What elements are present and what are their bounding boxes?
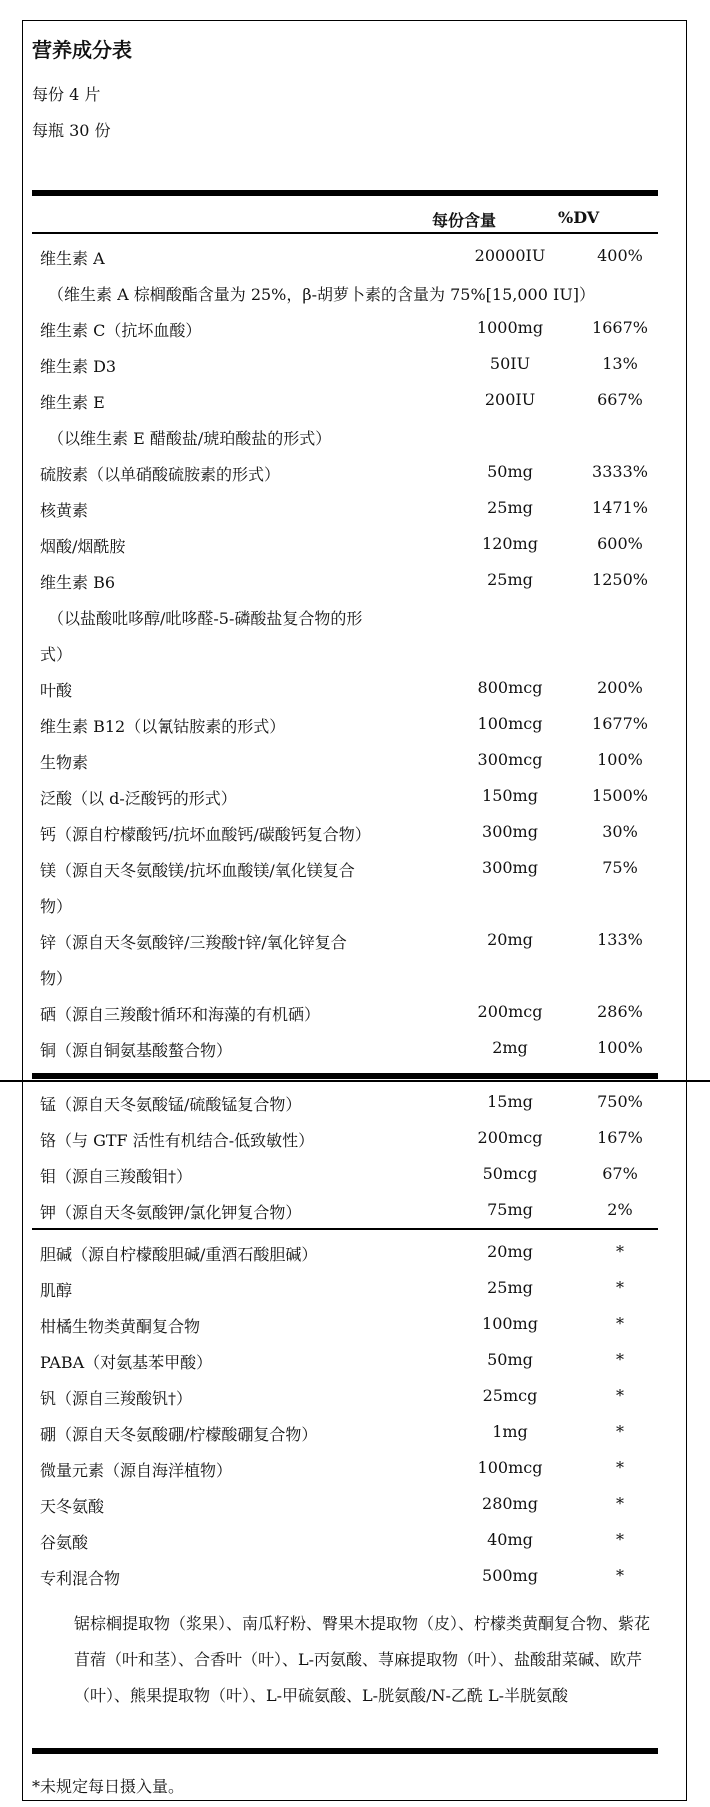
nutrient-amount: 1000mg: [476, 318, 544, 337]
nutrient-row: [40, 454, 660, 490]
nutrient-name: 锰（源自天冬氨酸锰/硫酸锰复合物）: [40, 1095, 302, 1114]
nutrient-row: [40, 886, 660, 922]
servings-per-container: 每瓶 30 份: [32, 121, 111, 140]
nutrient-amount: 100mcg: [477, 714, 543, 733]
section-rule: [32, 1073, 658, 1079]
nutrient-name: 烟酸/烟酰胺: [40, 537, 126, 556]
nutrient-amount: 100mg: [482, 1314, 538, 1333]
nutrient-row: [40, 1234, 660, 1270]
nutrient-amount: 280mg: [482, 1494, 538, 1513]
panel-title: 营养成分表: [32, 38, 132, 62]
nutrient-name: 硼（源自天冬氨酸硼/柠檬酸硼复合物）: [40, 1425, 318, 1444]
nutrient-row: [40, 1450, 660, 1486]
nutrient-dv: *: [616, 1494, 624, 1513]
nutrient-amount: 20mg: [487, 1242, 533, 1261]
nutrient-row: [40, 526, 660, 562]
nutrient-name: 天冬氨酸: [40, 1497, 105, 1516]
nutrient-name: 生物素: [40, 753, 89, 772]
nutrient-name: 维生素 B6: [40, 573, 116, 592]
nutrient-amount: 25mg: [487, 498, 533, 517]
nutrient-row: [40, 958, 660, 994]
nutrient-row: [48, 598, 668, 634]
nutrient-name: 钾（源自天冬氨酸钾/氯化钾复合物）: [40, 1203, 302, 1222]
nutrient-dv: 200%: [597, 678, 643, 697]
nutrient-row: [40, 1192, 660, 1228]
nutrient-name: 微量元素（源自海洋植物）: [40, 1461, 233, 1480]
nutrient-dv: *: [616, 1278, 624, 1297]
nutrient-row: [40, 778, 660, 814]
nutrient-name: PABA（对氨基苯甲酸）: [40, 1353, 213, 1372]
nutrient-row: [40, 1522, 660, 1558]
nutrient-name: 物）: [40, 969, 73, 988]
nutrient-amount: 100mcg: [477, 1458, 543, 1477]
nutrient-row: [40, 1306, 660, 1342]
nutrient-amount: 75mg: [487, 1200, 533, 1219]
nutrient-name: 硒（源自三羧酸†循环和海藻的有机硒）: [40, 1005, 321, 1024]
nutrient-dv: *: [616, 1530, 624, 1549]
nutrient-row: [40, 1030, 660, 1066]
nutrient-dv: *: [616, 1350, 624, 1369]
nutrient-amount: 50mg: [487, 1350, 533, 1369]
footer-rule: [32, 1748, 658, 1754]
nutrient-row: [40, 1342, 660, 1378]
nutrient-amount: 200mcg: [477, 1002, 543, 1021]
nutrient-dv: 667%: [597, 390, 643, 409]
nutrient-row: [40, 1558, 660, 1594]
nutrient-dv: 2%: [607, 1200, 633, 1219]
nutrient-dv: 400%: [597, 246, 643, 265]
nutrient-row: [40, 850, 660, 886]
nutrient-dv: 600%: [597, 534, 643, 553]
nutrient-name: 镁（源自天冬氨酸镁/抗坏血酸镁/氧化镁复合: [40, 861, 355, 880]
nutrient-name: （以维生素 E 醋酸盐/琥珀酸盐的形式）: [48, 429, 332, 448]
nutrient-row: [40, 310, 660, 346]
nutrient-amount: 200mcg: [477, 1128, 543, 1147]
nutrient-row: [40, 742, 660, 778]
nutrient-dv: *: [616, 1422, 624, 1441]
nutrient-dv: 167%: [597, 1128, 643, 1147]
nutrient-dv: *: [616, 1242, 624, 1261]
nutrient-name: 硫胺素（以单硝酸硫胺素的形式）: [40, 465, 281, 484]
nutrient-name: 柑橘生物类黄酮复合物: [40, 1317, 201, 1336]
nutrient-amount: 200IU: [484, 390, 536, 409]
proprietary-blend-ingredients: 锯棕榈提取物（浆果）、南瓜籽粉、臀果木提取物（皮）、柠檬类黄酮复合物、紫花苜蓿（叶和茎）、合香叶（叶）、L-丙氨酸、荨麻提取物（叶）、盐酸甜菜碱、欧芹（叶）、熊果提取物（叶）、L-甲硫氨酸、L-胱氨酸/N-乙酰 L-半胱氨酸: [74, 1614, 651, 1705]
nutrient-name: 维生素 A: [40, 249, 105, 268]
nutrient-amount: 50IU: [489, 354, 531, 373]
nutrient-amount: 50mg: [487, 462, 533, 481]
nutrient-name: 叶酸: [40, 681, 73, 700]
nutrient-row: [40, 1120, 660, 1156]
dv-header: %DV: [558, 208, 600, 227]
nutrient-row: [40, 346, 660, 382]
nutrient-name: 维生素 B12（以氰钴胺素的形式）: [40, 717, 286, 736]
nutrient-name: 维生素 C（抗坏血酸）: [40, 321, 202, 340]
header-rule: [32, 190, 658, 196]
nutrient-row: [40, 670, 660, 706]
nutrient-name: 铬（与 GTF 活性有机结合-低致敏性）: [40, 1131, 315, 1150]
nutrient-amount: 20000IU: [474, 246, 546, 265]
nutrient-name: 胆碱（源自柠檬酸胆碱/重酒石酸胆碱）: [40, 1245, 318, 1264]
nutrient-amount: 300mg: [482, 858, 538, 877]
nutrient-dv: 100%: [597, 750, 643, 769]
nutrient-dv: 133%: [597, 930, 643, 949]
nutrient-row: [40, 562, 660, 598]
nutrient-amount: 150mg: [482, 786, 538, 805]
nutrient-dv: 750%: [597, 1092, 643, 1111]
nutrient-row: [40, 490, 660, 526]
nutrient-dv: 13%: [602, 354, 638, 373]
nutrient-amount: 300mcg: [477, 750, 543, 769]
section-divider: [0, 1080, 710, 1082]
nutrient-amount: 2mg: [492, 1038, 528, 1057]
nutrient-row: [40, 1084, 660, 1120]
nutrient-amount: 25mcg: [482, 1386, 538, 1405]
header-underline: [32, 232, 658, 234]
nutrient-dv: 1677%: [592, 714, 648, 733]
nutrient-dv: 1250%: [592, 570, 648, 589]
nutrient-amount: 25mg: [487, 1278, 533, 1297]
nutrient-name: 铜（源自铜氨基酸螯合物）: [40, 1041, 233, 1060]
nutrient-dv: 75%: [602, 858, 638, 877]
nutrient-dv: *: [616, 1566, 624, 1585]
section-rule: [32, 1228, 658, 1230]
nutrient-name: 核黄素: [40, 501, 89, 520]
nutrient-amount: 120mg: [482, 534, 538, 553]
nutrient-dv: 286%: [597, 1002, 643, 1021]
nutrient-amount: 20mg: [487, 930, 533, 949]
nutrient-row: [40, 1378, 660, 1414]
nutrient-dv: 1471%: [592, 498, 648, 517]
nutrient-name: 专利混合物: [40, 1569, 121, 1588]
nutrient-dv: *: [616, 1386, 624, 1405]
nutrient-dv: 100%: [597, 1038, 643, 1057]
nutrient-row: [40, 814, 660, 850]
footnote: *未规定每日摄入量。: [32, 1777, 185, 1796]
nutrient-name: （维生素 A 棕榈酸酯含量为 25%，β-胡萝卜素的含量为 75%[15,000 IU]）: [48, 285, 596, 304]
nutrient-row: [40, 922, 660, 958]
nutrient-amount: 15mg: [487, 1092, 533, 1111]
nutrient-amount: 800mcg: [477, 678, 543, 697]
nutrient-amount: 500mg: [482, 1566, 538, 1585]
nutrient-row: [48, 274, 668, 310]
nutrient-dv: 1500%: [592, 786, 648, 805]
nutrient-dv: *: [616, 1314, 624, 1333]
nutrient-name: 维生素 D3: [40, 357, 117, 376]
nutrient-name: 式）: [40, 645, 73, 664]
nutrient-row: [40, 706, 660, 742]
serving-size: 每份 4 片: [32, 85, 101, 104]
nutrient-amount: 40mg: [487, 1530, 533, 1549]
nutrient-name: 物）: [40, 897, 73, 916]
nutrient-row: [40, 1486, 660, 1522]
nutrient-amount: 300mg: [482, 822, 538, 841]
nutrient-name: 维生素 E: [40, 393, 105, 412]
nutrient-name: 钼（源自三羧酸钼†）: [40, 1167, 193, 1186]
nutrient-row: [40, 382, 660, 418]
nutrient-row: [40, 634, 660, 670]
nutrient-row: [40, 1270, 660, 1306]
nutrient-amount: 1mg: [492, 1422, 528, 1441]
nutrient-name: 钒（源自三羧酸钒†）: [40, 1389, 193, 1408]
nutrient-name: （以盐酸吡哆醇/吡哆醛-5-磷酸盐复合物的形: [48, 609, 363, 628]
nutrient-row: [48, 418, 668, 454]
nutrient-dv: 3333%: [592, 462, 648, 481]
nutrient-name: 钙（源自柠檬酸钙/抗坏血酸钙/碳酸钙复合物）: [40, 825, 371, 844]
nutrient-dv: 1667%: [592, 318, 648, 337]
nutrient-dv: *: [616, 1458, 624, 1477]
nutrient-name: 泛酸（以 d-泛酸钙的形式）: [40, 789, 237, 808]
nutrient-row: [40, 1156, 660, 1192]
nutrient-row: [40, 238, 660, 274]
nutrient-row: [40, 994, 660, 1030]
nutrient-amount: 25mg: [487, 570, 533, 589]
amount-header: 每份含量: [432, 211, 497, 230]
nutrient-name: 谷氨酸: [40, 1533, 89, 1552]
nutrient-name: 锌（源自天冬氨酸锌/三羧酸†锌/氧化锌复合: [40, 933, 347, 952]
nutrient-name: 肌醇: [40, 1281, 73, 1300]
nutrient-dv: 67%: [602, 1164, 638, 1183]
nutrient-dv: 30%: [602, 822, 638, 841]
nutrient-row: [40, 1414, 660, 1450]
nutrient-amount: 50mcg: [482, 1164, 538, 1183]
